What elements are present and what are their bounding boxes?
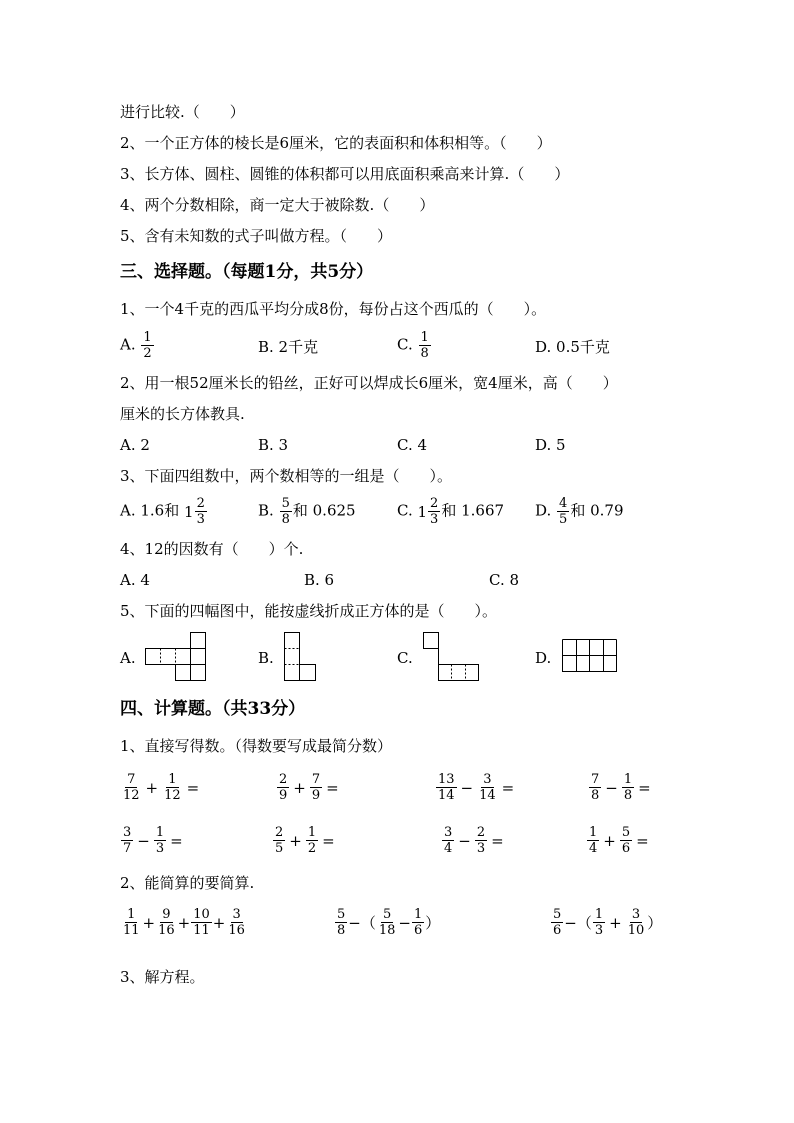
denominator: 8 (337, 923, 346, 938)
fraction (419, 330, 431, 361)
fraction (154, 825, 166, 856)
cube-net-c (422, 632, 480, 682)
equals-sign: = (326, 778, 339, 797)
mixed-number (418, 496, 442, 527)
numerator: 4 (559, 496, 568, 511)
option-text: 和 1.667 (441, 501, 505, 520)
mc-q3-option-c (397, 496, 504, 527)
mc-q5-option-c-label: C. (397, 649, 413, 667)
mc-q3-option-d (535, 496, 624, 527)
numerator: 3 (123, 825, 132, 840)
numerator: 1 (155, 825, 165, 840)
calc-expr-r1-3 (435, 772, 517, 803)
numerator: 10 (193, 907, 210, 922)
simplify-expr-1 (120, 907, 248, 938)
operator: + (145, 778, 159, 797)
denominator: 2 (307, 841, 317, 856)
denominator: 9 (311, 788, 321, 803)
numerator: 1 (127, 907, 136, 922)
numerator: 2 (196, 496, 205, 511)
denominator: 7 (123, 841, 132, 856)
mc-q5-option-d-label: D. (535, 649, 552, 667)
denominator: 18 (378, 923, 396, 938)
simplify-expr-3 (550, 907, 662, 938)
denominator: 8 (591, 788, 600, 803)
numerator: 1 (143, 330, 152, 345)
numerator: 2 (430, 496, 439, 511)
mc-q2-option-d: D. 5 (535, 436, 566, 454)
mc-q2-option-b: B. 3 (258, 436, 289, 454)
numerator: 5 (621, 825, 631, 840)
equals-sign: = (636, 831, 649, 850)
numerator: 13 (438, 772, 455, 787)
fraction (593, 907, 605, 938)
option-text: 和 0.625 (292, 501, 356, 520)
mixed-number (184, 496, 208, 527)
option-label: D. (535, 501, 552, 520)
operator: + (212, 913, 226, 932)
cube-net-a (144, 632, 208, 682)
fraction (551, 907, 563, 938)
fraction (226, 907, 247, 938)
numerator: 2 (275, 825, 284, 840)
operator: − (458, 831, 471, 850)
mc-q4-option-c: C. 8 (489, 571, 520, 589)
mc-q3-text: 3、下面四组数中，两个数相等的一组是（ ）。 (120, 467, 453, 485)
denominator: 3 (594, 923, 604, 938)
numerator: 1 (594, 907, 604, 922)
mc-q1-option-c (397, 330, 432, 361)
fraction (280, 496, 292, 527)
denominator: 5 (275, 841, 284, 856)
option-label: C. (397, 335, 413, 354)
operator: + (609, 913, 622, 932)
mc-q1-text: 1、一个4千克的西瓜平均分成8份，每份占这个西瓜的（ ）。 (120, 300, 547, 318)
operator: + (142, 913, 156, 932)
closing-paren: ） (425, 914, 441, 932)
numerator: 1 (420, 330, 429, 345)
calc-expr-r2-4 (586, 825, 652, 856)
calc-part2-heading: 2、能简算的要简算. (120, 874, 255, 892)
equals-sign: = (186, 778, 200, 797)
numerator: 1 (307, 825, 317, 840)
mc-q2-option-c: C. 4 (397, 436, 428, 454)
calc-expr-r1-2 (276, 772, 342, 803)
tf-q5: 5、含有未知数的式子叫做方程。（ ） (120, 227, 393, 245)
operator: − (398, 913, 411, 932)
operator: − (605, 778, 618, 797)
mc-q3-option-b (258, 496, 356, 527)
numerator: 7 (127, 772, 136, 787)
fraction (377, 907, 398, 938)
section4-title: 四、计算题。（共33分） (120, 699, 306, 719)
cube-net-d (561, 638, 619, 674)
fraction (121, 825, 133, 856)
fraction (428, 496, 440, 527)
fraction (273, 825, 285, 856)
numerator: 1 (413, 907, 423, 922)
mc-q5-option-a-label: A. (120, 649, 136, 667)
mc-q5-option-b-label: B. (258, 649, 274, 667)
fraction (587, 825, 599, 856)
fraction (557, 496, 569, 527)
cube-net-b (283, 632, 335, 682)
denominator: 9 (279, 788, 288, 803)
option-label: A. (120, 335, 136, 354)
mc-q4-option-b: B. 6 (304, 571, 335, 589)
mc-q3-option-a (120, 496, 208, 527)
tf-q4: 4、两个分数相除，商一定大于被除数.（ ） (120, 196, 435, 214)
denominator: 11 (123, 923, 140, 938)
equals-sign: = (501, 778, 515, 797)
option-label: B. (258, 501, 274, 520)
calc-expr-r2-3 (441, 825, 507, 856)
denominator: 10 (627, 923, 645, 938)
numerator: 1 (168, 772, 177, 787)
numerator: 5 (382, 907, 392, 922)
mc-q4-text: 4、12的因数有（ ）个. (120, 540, 304, 558)
denominator: 6 (413, 923, 423, 938)
operator: + (289, 831, 302, 850)
denominator: 16 (228, 923, 245, 938)
option-label: C. (397, 501, 413, 520)
numerator: 1 (589, 825, 598, 840)
mc-q5-text: 5、下面的四幅图中，能按虚线折成正方体的是（ ）。 (120, 602, 498, 620)
mc-q1-option-d: D. 0.5千克 (535, 338, 610, 356)
fraction (121, 772, 142, 803)
mc-q1-option-b: B. 2千克 (258, 338, 319, 356)
fraction (156, 907, 177, 938)
operator: −（ (564, 914, 592, 932)
fraction (335, 907, 347, 938)
numerator: 2 (279, 772, 288, 787)
tf-q3: 3、长方体、圆柱、圆锥的体积都可以用底面积乘高来计算.（ ） (120, 165, 570, 183)
option-text: 和 0.79 (570, 501, 624, 520)
operator: −（ (348, 914, 376, 932)
operator: + (293, 778, 306, 797)
numerator: 3 (444, 825, 453, 840)
equals-sign: = (638, 778, 651, 797)
numerator: 5 (553, 907, 562, 922)
tf-q1-tail: 进行比较.（ ） (120, 103, 245, 121)
fraction (277, 772, 289, 803)
calc-part1-heading: 1、直接写得数。（得数要写成最简分数） (120, 737, 393, 755)
fraction (589, 772, 601, 803)
denominator: 8 (420, 346, 429, 361)
operator: − (137, 831, 150, 850)
operator: − (460, 778, 474, 797)
tf-q2: 2、一个正方体的棱长是6厘米，它的表面积和体积相等。（ ） (120, 134, 552, 152)
calc-expr-r1-4 (588, 772, 654, 803)
calc-expr-r2-1 (120, 825, 186, 856)
denominator: 4 (589, 841, 598, 856)
mc-q2-text-2: 厘米的长方体教具. (120, 405, 245, 423)
calc-expr-r2-2 (272, 825, 338, 856)
denominator: 8 (281, 512, 290, 527)
fraction (195, 496, 207, 527)
fraction (436, 772, 457, 803)
denominator: 3 (196, 512, 205, 527)
numerator: 2 (476, 825, 486, 840)
denominator: 4 (444, 841, 453, 856)
denominator: 3 (476, 841, 486, 856)
denominator: 3 (155, 841, 165, 856)
fraction (620, 825, 632, 856)
closing-paren: ） (647, 914, 663, 932)
denominator: 3 (430, 512, 439, 527)
numerator: 5 (281, 496, 290, 511)
numerator: 3 (483, 772, 492, 787)
section3-title: 三、选择题。（每题1分，共5分） (120, 262, 374, 282)
calc-part3-heading: 3、解方程。 (120, 968, 205, 986)
numerator: 5 (337, 907, 346, 922)
operator: + (177, 913, 191, 932)
equals-sign: = (491, 831, 504, 850)
equals-sign: = (170, 831, 183, 850)
mc-q2-option-a: A. 2 (120, 436, 150, 454)
denominator: 8 (623, 788, 633, 803)
fraction (306, 825, 318, 856)
denominator: 12 (123, 788, 140, 803)
operator: + (603, 831, 616, 850)
numerator: 3 (232, 907, 241, 922)
numerator: 7 (591, 772, 600, 787)
mc-q4-option-a: A. 4 (120, 571, 150, 589)
denominator: 6 (621, 841, 631, 856)
denominator: 14 (479, 788, 496, 803)
fraction (310, 772, 322, 803)
numerator: 3 (631, 907, 641, 922)
denominator: 5 (559, 512, 568, 527)
denominator: 11 (193, 923, 210, 938)
fraction (622, 772, 634, 803)
equals-sign: = (322, 831, 335, 850)
fraction (141, 330, 153, 361)
fraction (475, 825, 487, 856)
whole-part: 1 (417, 502, 428, 521)
mc-q1-option-a (120, 330, 155, 361)
numerator: 1 (623, 772, 633, 787)
calc-expr-r1-1 (120, 772, 202, 803)
option-text: A. 1.6和 (120, 501, 180, 520)
whole-part: 1 (184, 502, 194, 521)
denominator: 2 (143, 346, 152, 361)
fraction (626, 907, 647, 938)
numerator: 7 (311, 772, 321, 787)
mc-q2-text-1: 2、用一根52厘米长的铅丝，正好可以焊成长6厘米，宽4厘米，高（ ） (120, 374, 618, 392)
denominator: 12 (164, 788, 181, 803)
denominator: 6 (553, 923, 562, 938)
denominator: 14 (438, 788, 455, 803)
fraction (442, 825, 454, 856)
fraction (191, 907, 212, 938)
simplify-expr-2 (334, 907, 440, 938)
numerator: 9 (162, 907, 171, 922)
fraction (121, 907, 142, 938)
fraction (477, 772, 498, 803)
fraction (162, 772, 183, 803)
denominator: 16 (158, 923, 175, 938)
fraction (412, 907, 424, 938)
